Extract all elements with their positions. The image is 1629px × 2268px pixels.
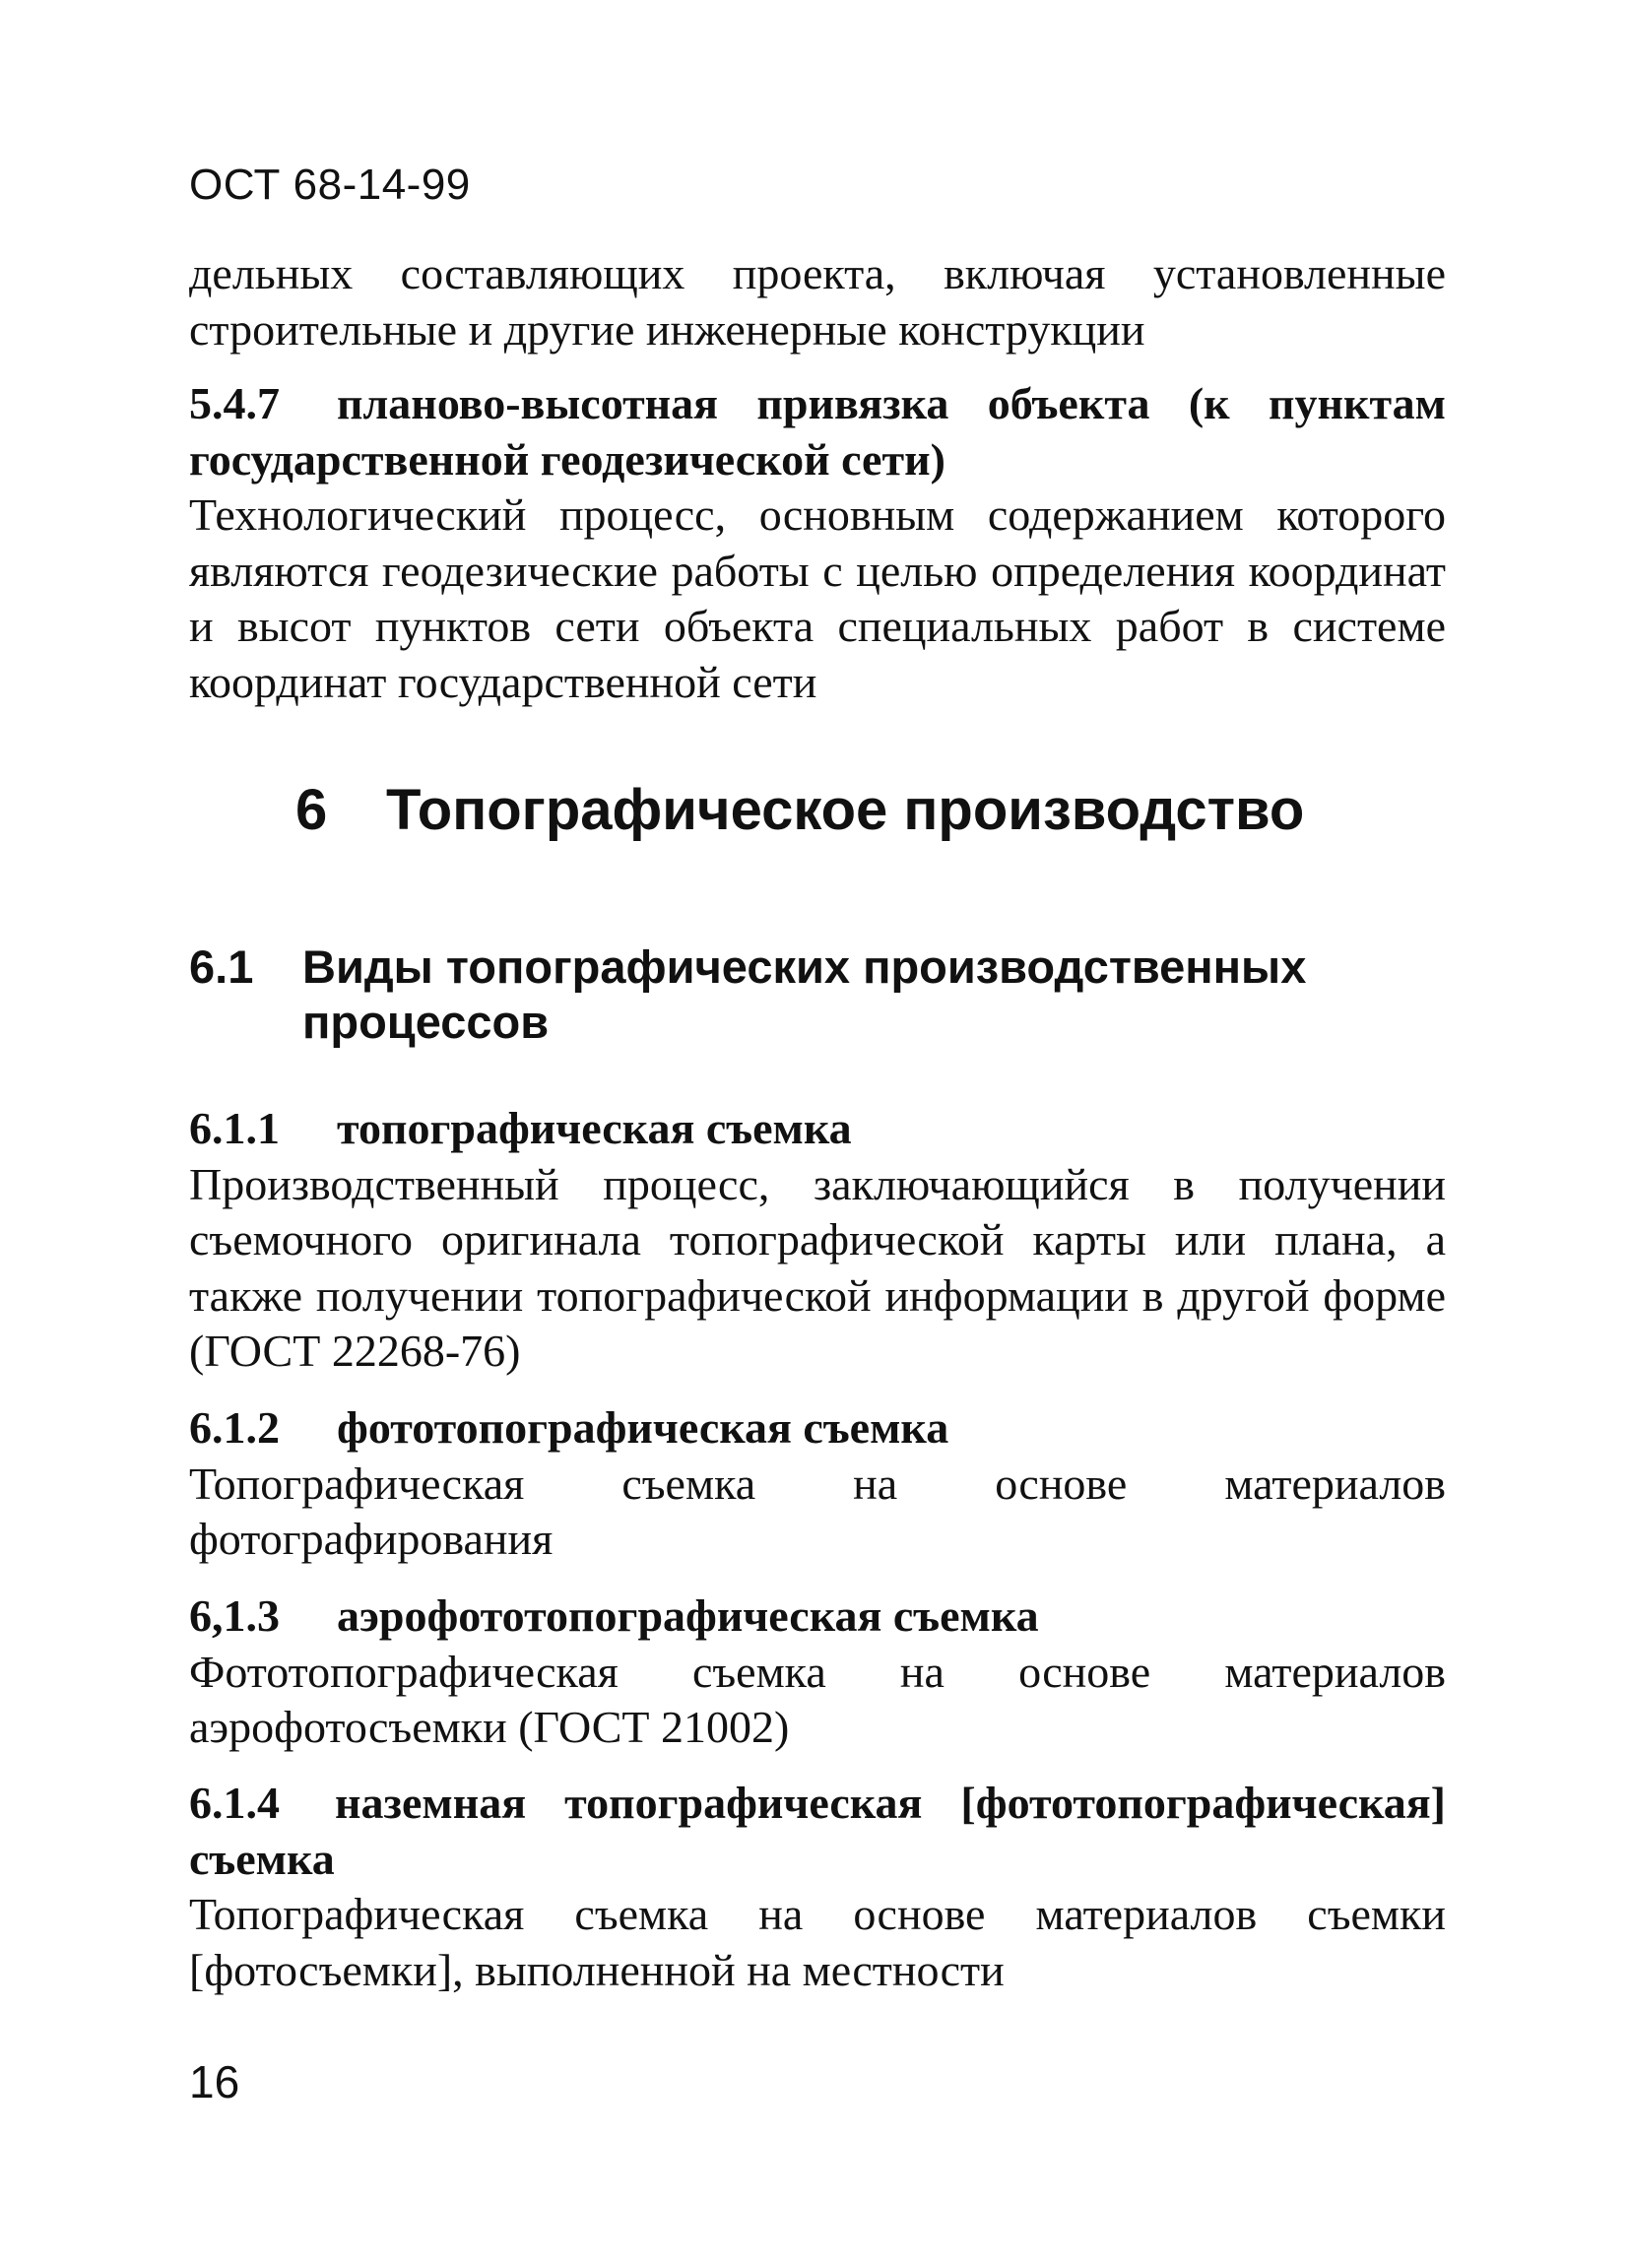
term-definition: Топографическая съемка на основе материалов съемки [фотосъемки], выполненной на местности: [189, 1889, 1446, 1995]
term-number: 5.4.7: [189, 378, 280, 428]
subsection-title: Виды топографических производственных процессов: [302, 940, 1307, 1048]
term-6-1-4: [189, 1776, 1446, 1998]
term-definition: Технологический процесс, основным содержанием которого являются геодезические работы с целью определения координат и высот пунктов сети объекта специальных работ в системе координат государственной сети: [189, 489, 1446, 707]
term-definition: Топографическая съемка на основе материалов фотографирования: [189, 1458, 1446, 1564]
term-number: 6.1.4: [189, 1778, 280, 1828]
term-number: 6.1.1: [189, 1103, 280, 1153]
term-6-1-3: [189, 1588, 1446, 1756]
page-number: 16: [189, 2056, 240, 2107]
term-title: топографическая съемка: [337, 1103, 852, 1153]
term-5-4-7: [189, 376, 1446, 710]
term-number: 6.1.2: [189, 1402, 280, 1453]
term-6-1-1: [189, 1101, 1446, 1380]
term-heading: [189, 1400, 1446, 1457]
subsection-heading: [189, 940, 1446, 1050]
section-heading: [295, 776, 1304, 845]
document-code: ОСТ 68-14-99: [189, 161, 471, 209]
section-title: Топографическое производство: [386, 778, 1305, 842]
term-title: аэрофототопографическая съемка: [337, 1590, 1039, 1641]
term-6-1-2: [189, 1400, 1446, 1568]
term-title: планово-высотная привязка объекта (к пунктам государственной геодезической сети): [189, 378, 1446, 485]
term-heading: [189, 376, 1446, 487]
term-heading: [189, 1588, 1446, 1645]
term-heading: [189, 1776, 1446, 1887]
term-number: 6,1.3: [189, 1590, 280, 1641]
continuation-block: [189, 246, 1446, 357]
term-heading: [189, 1101, 1446, 1157]
section-number: 6: [295, 778, 328, 842]
term-title: фототопографическая съемка: [337, 1402, 949, 1453]
term-definition: Фототопографическая съемка на основе материалов аэрофотосъемки (ГОСТ 21002): [189, 1646, 1446, 1752]
term-definition: Производственный процесс, заключающийся в получении съемочного оригинала топографической карты или плана, а также получении топографической информации в другой форме (ГОСТ 22268-76): [189, 1158, 1446, 1376]
continuation-text: дельных составляющих проекта, включая установленные строительные и другие инженерные конструкции: [189, 248, 1446, 355]
term-title: наземная топографическая [фототопографическая] съемка: [189, 1778, 1446, 1884]
subsection-number: 6.1: [189, 940, 254, 993]
